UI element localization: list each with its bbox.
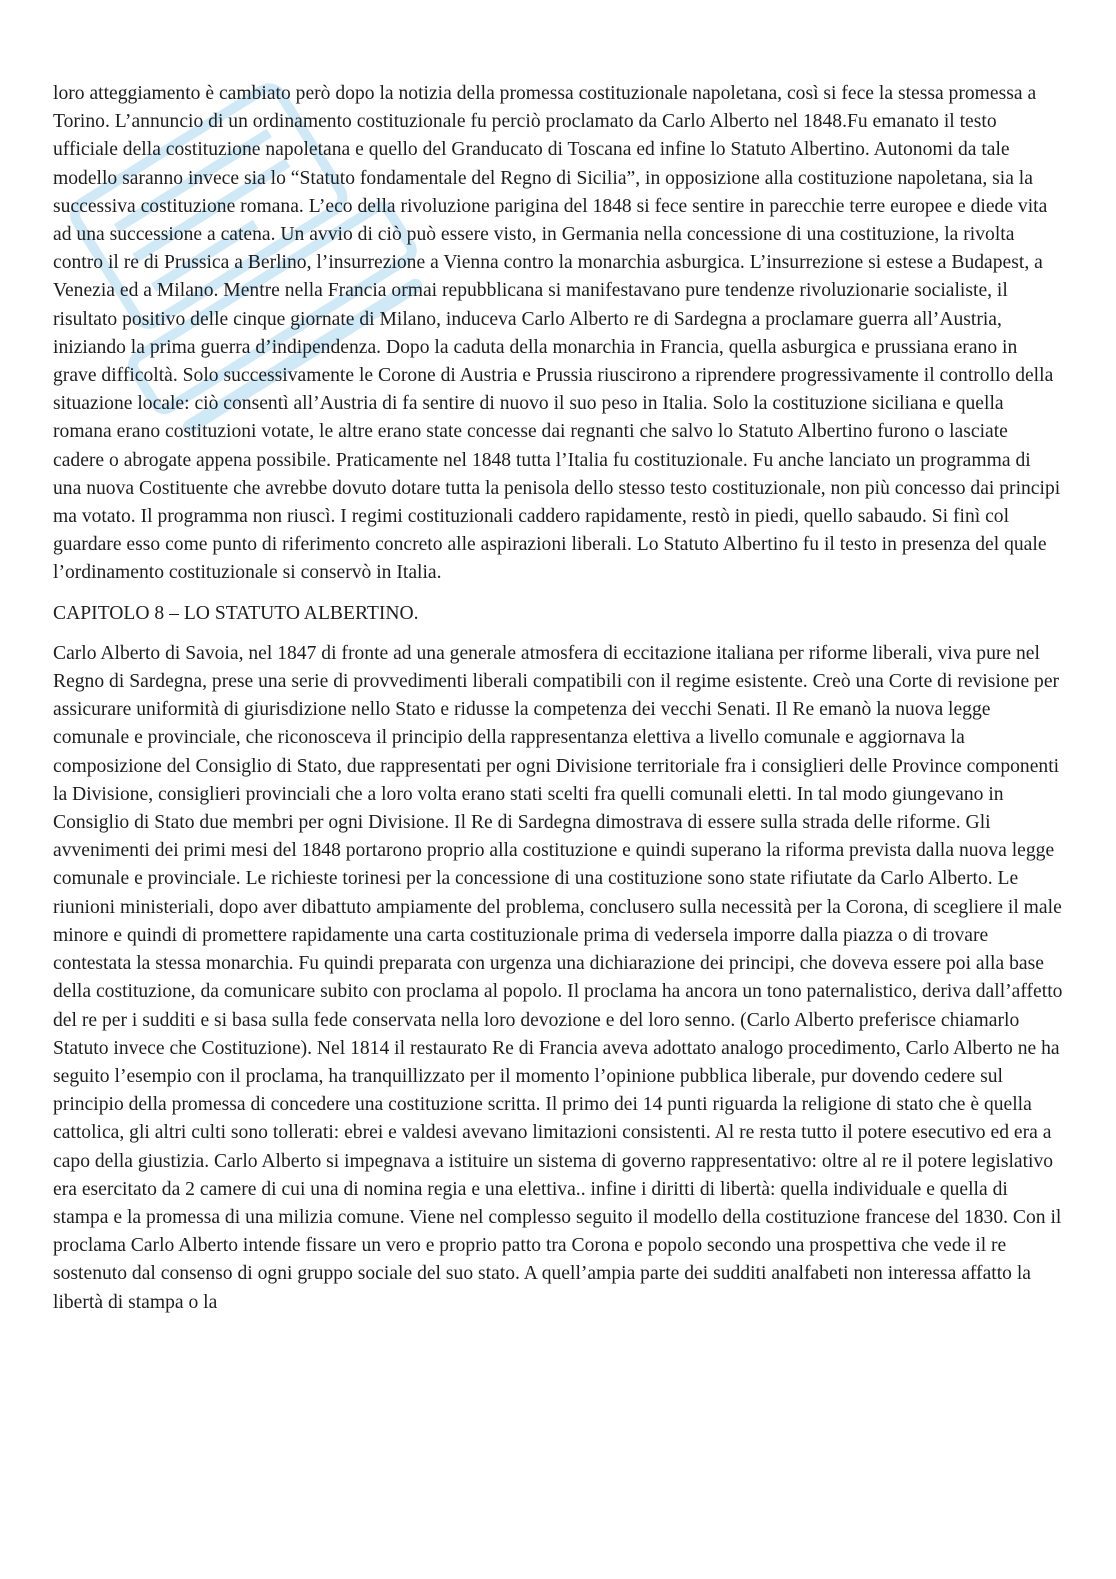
chapter-heading: CAPITOLO 8 – LO STATUTO ALBERTINO. bbox=[53, 602, 419, 624]
body-paragraph-2: Carlo Alberto di Savoia, nel 1847 di fronte ad una generale atmosfera di eccitazione italiana per riforme liberali, viva pure nel Regno di Sardegna, prese una serie di provvedimenti liberali compatibili con il regime esistente. Creò una Corte di revisione per assicurare uniformità di giurisdizione nello Stato e ridusse la competenza dei vecchi Senati. Il Re emanò la nuova legge comunale e provinciale, che riconosceva il principio della rappresentanza elettiva a livello comunale e aggiornava la composizione del Consiglio di Stato, due rappresentati per ogni Divisione territoriale fra i consiglieri delle Province componenti la Divisione, consiglieri provinciali che a loro volta erano stati scelti fra quelli comunali eletti. In tal modo giungevano in Consiglio di Stato due membri per ogni Divisione. Il Re di Sardegna dimostrava di essere sulla strada delle riforme. Gli avvenimenti dei primi mesi del 1848 portarono proprio alla costituzione e quindi superano la riforma prevista dalla nuova legge comunale e provinciale. Le richieste torinesi per la concessione di una costituzione sono state rifiutate da Carlo Alberto. Le riunioni ministeriali, dopo aver dibattuto ampiamente del problema, conclusero sulla necessità per la Corona, di scegliere il male minore e quindi di promettere rapidamente una carta costituzionale prima di vedersela imporre dalla piazza o di trovare contestata la stessa monarchia. Fu quindi preparata con urgenza una dichiarazione dei principi, che doveva essere poi alla base della costituzione, da comunicare subito con proclama al popolo. Il proclama ha ancora un tono paternalistico, deriva dall’affetto del re per i sudditi e si basa sulla fede conservata nella loro devozione e del loro senno. (Carlo Alberto preferisce chiamarlo Statuto invece che Costituzione). Nel 1814 il restaurato Re di Francia aveva adottato analogo procedimento, Carlo Alberto ne ha seguito l’esempio con il proclama, ha tranquillizzato per il momento l’opinione pubblica liberale, pur dovendo cedere sul principio della promessa di concedere una costituzione scritta. Il primo dei 14 punti riguarda la religione di stato che è quella cattolica, gli altri culti sono tollerati: ebrei e valdesi avevano limitazioni consistenti. Al re resta tutto il potere esecutivo ed era a capo della giustizia. Carlo Alberto si impegnava a istituire un sistema di governo rappresentativo: oltre al re il potere legislativo era esercitato da 2 camere di cui una di nomina regia e una elettiva.. infine i diritti di libertà: quella individuale e quella di stampa e la promessa di una milizia comune. Viene nel complesso seguito il modello della costituzione francese del 1830. Con il proclama Carlo Alberto intende fissare un vero e proprio patto tra Corona e popolo secondo una prospettiva che vede il re sostenuto dal consenso di ogni gruppo sociale del suo stato. A quell’ampia parte dei sudditi analfabeti non interessa affatto la libertà di stampa o la bbox=[53, 642, 1063, 1313]
document-page bbox=[53, 80, 1063, 1317]
body-paragraph-1: loro atteggiamento è cambiato però dopo la notizia della promessa costituzionale napoletana, così si fece la stessa promessa a Torino. L’annuncio di un ordinamento costituzionale fu perciò proclamato da Carlo Alberto nel 1848.Fu emanato il testo ufficiale della costituzione napoletana e quello del Granducato di Toscana ed infine lo Statuto Albertino. Autonomi da tale modello saranno invece sia lo “Statuto fondamentale del Regno di Sicilia”, in opposizione alla costituzione napoletana, sia la successiva costituzione romana. L’eco della rivoluzione parigina del 1848 si fece sentire in parecchie terre europee e diede vita ad una successione a catena. Un avvio di ciò può essere visto, in Germania nella concessione di una costituzione, la rivolta contro il re di Prussica a Berlino, l’insurrezione a Vienna contro la monarchia asburgica. L’insurrezione si estese a Budapest, a Venezia ed a Milano. Mentre nella Francia ormai repubblicana si manifestavano pure tendenze rivoluzionarie socialiste, il risultato positivo delle cinque giornate di Milano, induceva Carlo Alberto re di Sardegna a proclamare guerra all’Austria, iniziando la prima guerra d’indipendenza. Dopo la caduta della monarchia in Francia, quella asburgica e prussiana erano in grave difficoltà. Solo successivamente le Corone di Austria e Prussia riuscirono a riprendere progressivamente il controllo della situazione locale: ciò consentì all’Austria di fa sentire di nuovo il suo peso in Italia. Solo la costituzione siciliana e quella romana erano costituzioni votate, le altre erano state concesse dai regnanti che salvo lo Statuto Albertino furono o lasciate cadere o abrogate appena possibile. Praticamente nel 1848 tutta l’Italia fu costituzionale. Fu anche lanciato un programma di una nuova Costituente che avrebbe dovuto dotare tutta la penisola dello stesso testo costituzionale, non più concesso dai principi ma votato. Il programma non riuscì. I regimi costituzionali caddero rapidamente, restò in piedi, quello sabaudo. Si finì col guardare esso come punto di riferimento concreto alle aspirazioni liberali. Lo Statuto Albertino fu il testo in presenza del quale l’ordinamento costituzionale si conservò in Italia. bbox=[53, 83, 1061, 584]
